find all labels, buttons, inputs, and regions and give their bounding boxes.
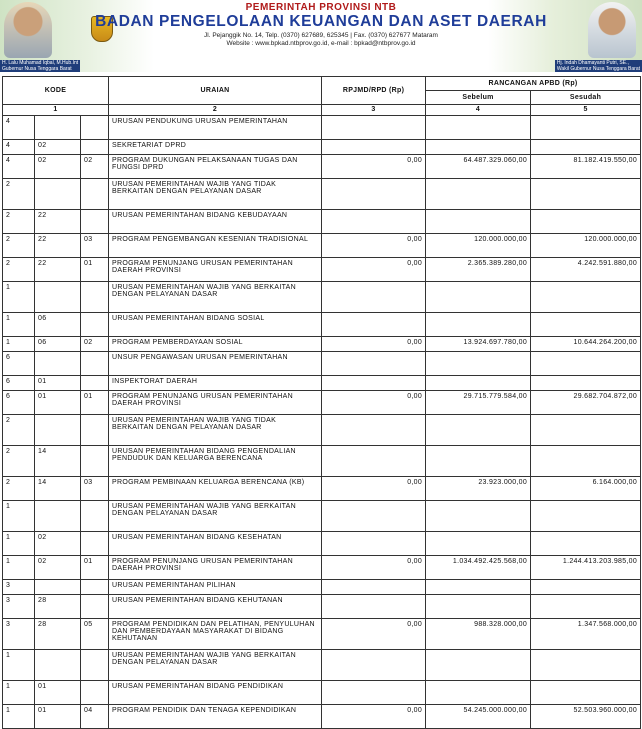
sesudah-cell: [531, 352, 641, 376]
agency-title: BADAN PENGELOLAAN KEUANGAN DAN ASET DAERAH: [95, 13, 547, 30]
code-2: 06: [35, 313, 81, 337]
sebelum-cell: [426, 116, 531, 140]
rpjmd-cell: [322, 179, 426, 210]
sebelum-cell: 13.924.697.780,00: [426, 337, 531, 352]
rpjmd-cell: [322, 580, 426, 595]
code-2: 28: [35, 619, 81, 650]
code-2: [35, 282, 81, 313]
rpjmd-cell: [322, 376, 426, 391]
table-row: [3, 556, 641, 580]
sesudah-cell: 120.000.000,00: [531, 234, 641, 258]
sesudah-cell: [531, 681, 641, 705]
uraian-cell: PROGRAM PEMBINAAN KELUARGA BERENCANA (KB): [109, 477, 322, 501]
uraian-cell: URUSAN PEMERINTAHAN BIDANG KEBUDAYAAN: [109, 210, 322, 234]
rpjmd-cell: [322, 282, 426, 313]
rpjmd-cell: [322, 650, 426, 681]
code-3: [81, 140, 109, 155]
sesudah-cell: [531, 210, 641, 234]
code-2: 14: [35, 477, 81, 501]
code-3: [81, 415, 109, 446]
code-1: 4: [3, 116, 35, 140]
rpjmd-cell: 0,00: [322, 337, 426, 352]
vice-governor-photo: [588, 2, 636, 58]
code-2: 01: [35, 681, 81, 705]
sesudah-cell: [531, 532, 641, 556]
vice-governor-caption: [555, 60, 642, 72]
table-row: [3, 234, 641, 258]
table-row: [3, 415, 641, 446]
sebelum-cell: [426, 580, 531, 595]
sesudah-cell: 10.644.264.200,00: [531, 337, 641, 352]
uraian-cell: URUSAN PEMERINTAHAN WAJIB YANG BERKAITAN DENGAN PELAYANAN DASAR: [109, 650, 322, 681]
code-2: [35, 650, 81, 681]
code-2: 01: [35, 705, 81, 729]
sebelum-cell: 29.715.779.584,00: [426, 391, 531, 415]
uraian-cell: URUSAN PEMERINTAHAN BIDANG SOSIAL: [109, 313, 322, 337]
sebelum-cell: [426, 352, 531, 376]
code-3: [81, 352, 109, 376]
sebelum-cell: [426, 210, 531, 234]
sesudah-cell: 6.164.000,00: [531, 477, 641, 501]
sebelum-cell: 120.000.000,00: [426, 234, 531, 258]
code-3: [81, 179, 109, 210]
table-row: [3, 258, 641, 282]
code-1: 3: [3, 619, 35, 650]
uraian-cell: PROGRAM PENDIDIK DAN TENAGA KEPENDIDIKAN: [109, 705, 322, 729]
rpjmd-cell: [322, 501, 426, 532]
code-1: 2: [3, 179, 35, 210]
sebelum-cell: 64.487.329.060,00: [426, 155, 531, 179]
code-2: 02: [35, 532, 81, 556]
code-2: [35, 352, 81, 376]
code-3: [81, 532, 109, 556]
rpjmd-cell: [322, 352, 426, 376]
rpjmd-cell: [322, 681, 426, 705]
address-line: Jl. Pejanggik No. 14, Telp. (0370) 627689, 625345 | Fax. (0370) 627677 Mataram: [204, 32, 438, 39]
code-1: 1: [3, 705, 35, 729]
vice-governor-name: Hj. Indah Dhamayanti Putri, SE.,: [556, 60, 629, 66]
code-2: [35, 116, 81, 140]
header-rancangan: RANCANGAN APBD (Rp): [426, 77, 641, 91]
table-row: [3, 446, 641, 477]
code-3: 01: [81, 258, 109, 282]
uraian-cell: PROGRAM PENDIDIKAN DAN PELATIHAN, PENYULUHAN DAN PEMBERDAYAAN MASYARAKAT DI BIDANG KEHUTANAN: [109, 619, 322, 650]
table-row: [3, 580, 641, 595]
sebelum-cell: [426, 376, 531, 391]
column-index-row: [3, 105, 641, 116]
sebelum-cell: [426, 313, 531, 337]
code-3: [81, 446, 109, 477]
index-2: 2: [109, 105, 322, 116]
table-row: [3, 179, 641, 210]
rpjmd-cell: 0,00: [322, 258, 426, 282]
sebelum-cell: [426, 282, 531, 313]
rpjmd-cell: [322, 313, 426, 337]
sesudah-cell: [531, 140, 641, 155]
uraian-cell: URUSAN PEMERINTAHAN PILIHAN: [109, 580, 322, 595]
code-1: 1: [3, 681, 35, 705]
code-3: [81, 376, 109, 391]
code-3: [81, 681, 109, 705]
sebelum-cell: [426, 650, 531, 681]
code-1: 6: [3, 376, 35, 391]
sebelum-cell: 2.365.389.280,00: [426, 258, 531, 282]
table-row: [3, 501, 641, 532]
rpjmd-cell: 0,00: [322, 477, 426, 501]
code-2: 02: [35, 556, 81, 580]
sesudah-cell: [531, 376, 641, 391]
code-3: 03: [81, 234, 109, 258]
table-row: [3, 705, 641, 729]
budget-table: [2, 76, 641, 729]
sesudah-cell: [531, 282, 641, 313]
rpjmd-cell: [322, 532, 426, 556]
code-2: 06: [35, 337, 81, 352]
sebelum-cell: 988.328.000,00: [426, 619, 531, 650]
sebelum-cell: [426, 681, 531, 705]
code-2: 14: [35, 446, 81, 477]
code-2: [35, 501, 81, 532]
code-2: 22: [35, 210, 81, 234]
rpjmd-cell: 0,00: [322, 619, 426, 650]
code-3: [81, 210, 109, 234]
rpjmd-cell: [322, 415, 426, 446]
code-1: 2: [3, 258, 35, 282]
table-row: [3, 477, 641, 501]
code-3: 03: [81, 477, 109, 501]
table-row: [3, 337, 641, 352]
uraian-cell: URUSAN PEMERINTAHAN WAJIB YANG TIDAK BERKAITAN DENGAN PELAYANAN DASAR: [109, 415, 322, 446]
sebelum-cell: 1.034.492.425.568,00: [426, 556, 531, 580]
sesudah-cell: [531, 650, 641, 681]
table-row: [3, 650, 641, 681]
rpjmd-cell: [322, 446, 426, 477]
rpjmd-cell: 0,00: [322, 705, 426, 729]
code-3: 02: [81, 337, 109, 352]
index-5: 5: [531, 105, 641, 116]
table-row: [3, 140, 641, 155]
code-1: 6: [3, 391, 35, 415]
index-1: 1: [3, 105, 109, 116]
sesudah-cell: [531, 446, 641, 477]
code-1: 2: [3, 446, 35, 477]
sebelum-cell: [426, 415, 531, 446]
sesudah-cell: [531, 116, 641, 140]
code-1: 2: [3, 415, 35, 446]
sebelum-cell: [426, 140, 531, 155]
sesudah-cell: 29.682.704.872,00: [531, 391, 641, 415]
index-4: 4: [426, 105, 531, 116]
rpjmd-cell: 0,00: [322, 556, 426, 580]
code-3: [81, 116, 109, 140]
table-row: [3, 313, 641, 337]
rpjmd-cell: 0,00: [322, 234, 426, 258]
sebelum-cell: [426, 446, 531, 477]
code-2: 02: [35, 140, 81, 155]
code-3: 04: [81, 705, 109, 729]
code-2: 22: [35, 258, 81, 282]
code-3: [81, 313, 109, 337]
code-3: [81, 595, 109, 619]
code-2: [35, 415, 81, 446]
code-1: 1: [3, 337, 35, 352]
rpjmd-cell: [322, 140, 426, 155]
header-sebelum: Sebelum: [426, 91, 531, 105]
table-row: [3, 282, 641, 313]
sebelum-cell: [426, 501, 531, 532]
uraian-cell: URUSAN PEMERINTAHAN BIDANG KEHUTANAN: [109, 595, 322, 619]
uraian-cell: URUSAN PEMERINTAHAN WAJIB YANG TIDAK BERKAITAN DENGAN PELAYANAN DASAR: [109, 179, 322, 210]
uraian-cell: UNSUR PENGAWASAN URUSAN PEMERINTAHAN: [109, 352, 322, 376]
uraian-cell: URUSAN PEMERINTAHAN BIDANG PENDIDIKAN: [109, 681, 322, 705]
code-1: 1: [3, 501, 35, 532]
code-1: 1: [3, 650, 35, 681]
sebelum-cell: [426, 595, 531, 619]
sesudah-cell: [531, 313, 641, 337]
header-uraian: URAIAN: [109, 77, 322, 105]
code-2: 02: [35, 155, 81, 179]
code-1: 4: [3, 155, 35, 179]
code-3: [81, 501, 109, 532]
uraian-cell: INSPEKTORAT DAERAH: [109, 376, 322, 391]
code-3: [81, 650, 109, 681]
budget-table-body: [3, 116, 641, 729]
rpjmd-cell: [322, 116, 426, 140]
sesudah-cell: 1.347.568.000,00: [531, 619, 641, 650]
uraian-cell: URUSAN PEMERINTAHAN WAJIB YANG BERKAITAN DENGAN PELAYANAN DASAR: [109, 501, 322, 532]
code-3: [81, 580, 109, 595]
governor-title: Gubernur Nusa Tenggara Barat: [2, 66, 72, 72]
uraian-cell: PROGRAM PEMBERDAYAAN SOSIAL: [109, 337, 322, 352]
sesudah-cell: [531, 580, 641, 595]
code-3: 01: [81, 556, 109, 580]
sesudah-cell: [531, 415, 641, 446]
header-kode: KODE: [3, 77, 109, 105]
code-1: 1: [3, 282, 35, 313]
code-3: [81, 282, 109, 313]
uraian-cell: PROGRAM PENUNJANG URUSAN PEMERINTAHAN DAERAH PROVINSI: [109, 258, 322, 282]
sesudah-cell: 4.242.591.880,00: [531, 258, 641, 282]
code-2: 01: [35, 391, 81, 415]
table-row: [3, 376, 641, 391]
rpjmd-cell: [322, 595, 426, 619]
sesudah-cell: [531, 595, 641, 619]
sebelum-cell: [426, 179, 531, 210]
code-3: 02: [81, 155, 109, 179]
table-row: [3, 532, 641, 556]
table-row: [3, 391, 641, 415]
province-title: PEMERINTAH PROVINSI NTB: [245, 2, 397, 13]
table-row: [3, 155, 641, 179]
governor-caption: [0, 60, 80, 72]
sebelum-cell: 54.245.000.000,00: [426, 705, 531, 729]
code-1: 6: [3, 352, 35, 376]
code-2: 01: [35, 376, 81, 391]
uraian-cell: PROGRAM DUKUNGAN PELAKSANAAN TUGAS DAN FUNGSI DPRD: [109, 155, 322, 179]
uraian-cell: PROGRAM PENUNJANG URUSAN PEMERINTAHAN DAERAH PROVINSI: [109, 556, 322, 580]
index-3: 3: [322, 105, 426, 116]
governor-name: H. Lalu Muhamad Iqbal, M.Hub.Int: [2, 60, 79, 66]
code-2: [35, 580, 81, 595]
header-rpjmd: RPJMD/RPD (Rp): [322, 77, 426, 105]
agency-address: [0, 32, 642, 48]
table-row: [3, 595, 641, 619]
rpjmd-cell: [322, 210, 426, 234]
code-1: 2: [3, 477, 35, 501]
table-row: [3, 352, 641, 376]
sesudah-cell: 52.503.960.000,00: [531, 705, 641, 729]
uraian-cell: PROGRAM PENGEMBANGAN KESENIAN TRADISIONAL: [109, 234, 322, 258]
table-row: [3, 116, 641, 140]
code-1: 1: [3, 556, 35, 580]
table-row: [3, 210, 641, 234]
uraian-cell: SEKRETARIAT DPRD: [109, 140, 322, 155]
website-line: Website : www.bpkad.ntbprov.go.id, e-mail : bpkad@ntbprov.go.id: [226, 40, 416, 47]
code-1: 1: [3, 532, 35, 556]
uraian-cell: URUSAN PEMERINTAHAN BIDANG PENGENDALIAN PENDUDUK DAN KELUARGA BERENCANA: [109, 446, 322, 477]
sebelum-cell: 23.923.000,00: [426, 477, 531, 501]
uraian-cell: URUSAN PENDUKUNG URUSAN PEMERINTAHAN: [109, 116, 322, 140]
code-3: 05: [81, 619, 109, 650]
vice-governor-title: Wakil Gubernur Nusa Tenggara Barat: [556, 66, 640, 72]
uraian-cell: URUSAN PEMERINTAHAN BIDANG KESEHATAN: [109, 532, 322, 556]
sesudah-cell: [531, 179, 641, 210]
code-2: [35, 179, 81, 210]
letterhead: [0, 0, 642, 72]
table-row: [3, 681, 641, 705]
code-1: 2: [3, 234, 35, 258]
header-sesudah: Sesudah: [531, 91, 641, 105]
table-row: [3, 619, 641, 650]
code-1: 3: [3, 595, 35, 619]
code-1: 1: [3, 313, 35, 337]
rpjmd-cell: 0,00: [322, 155, 426, 179]
code-1: 3: [3, 580, 35, 595]
sebelum-cell: [426, 532, 531, 556]
uraian-cell: URUSAN PEMERINTAHAN WAJIB YANG BERKAITAN DENGAN PELAYANAN DASAR: [109, 282, 322, 313]
sesudah-cell: 1.244.413.203.985,00: [531, 556, 641, 580]
sesudah-cell: 81.182.419.550,00: [531, 155, 641, 179]
code-2: 28: [35, 595, 81, 619]
sesudah-cell: [531, 501, 641, 532]
code-1: 2: [3, 210, 35, 234]
uraian-cell: PROGRAM PENUNJANG URUSAN PEMERINTAHAN DAERAH PROVINSI: [109, 391, 322, 415]
code-1: 4: [3, 140, 35, 155]
rpjmd-cell: 0,00: [322, 391, 426, 415]
code-3: 01: [81, 391, 109, 415]
code-2: 22: [35, 234, 81, 258]
